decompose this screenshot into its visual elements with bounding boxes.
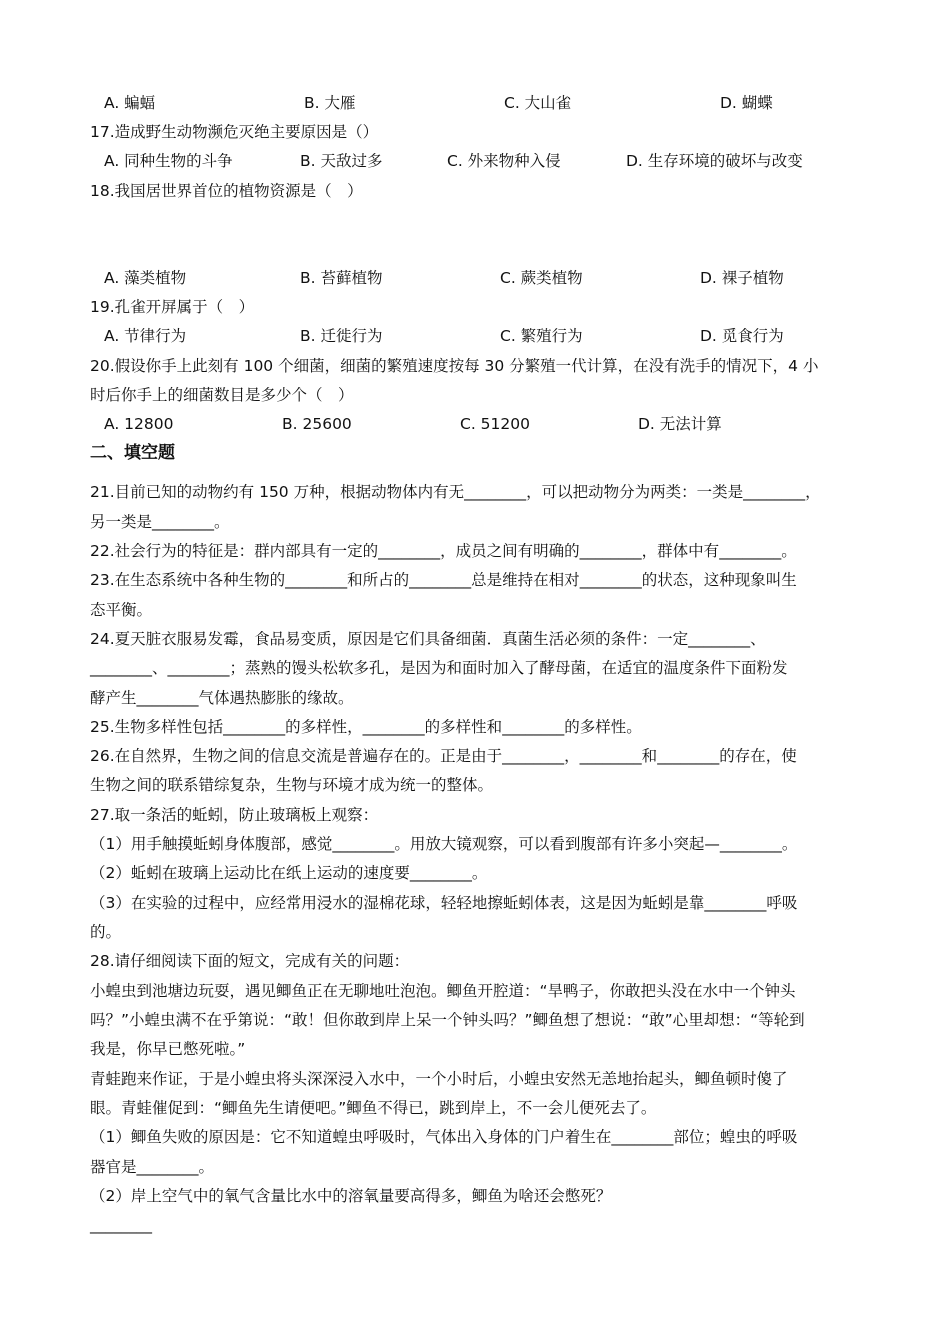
q21-line2 — [90, 511, 860, 533]
q23-blank-1: ________ — [285, 571, 348, 589]
q18-option-b: B. 苔藓植物 — [300, 269, 383, 287]
q27-blank-2: ________ — [719, 835, 782, 853]
q25-blank-2: ________ — [362, 718, 425, 736]
q22-line — [90, 540, 860, 562]
q24-line2 — [90, 657, 860, 679]
q16-option-b: B. 大雁 — [304, 94, 356, 112]
q25-text-d: 的多样性。 — [564, 718, 642, 736]
q27-text-g: 呼吸 — [766, 894, 798, 912]
q27-sub3 — [90, 892, 860, 914]
q20-option-c: C. 51200 — [460, 415, 530, 433]
q24-blank-3: ________ — [167, 659, 230, 677]
q26-text-c: 和 — [641, 747, 658, 765]
q17-option-b: B. 天敌过多 — [300, 152, 383, 170]
q24-blank-4: ________ — [136, 689, 199, 707]
q27-sub1 — [90, 833, 860, 855]
q24-text-d: ；蒸熟的馒头松软多孔，是因为和面时加入了酵母菌，在适宜的温度条件下面粉发 — [229, 659, 788, 677]
q23-blank-3: ________ — [579, 571, 642, 589]
q27-text-b: 。用放大镜观察，可以看到腹部有许多小突起— — [394, 835, 720, 853]
q28-text-d: 。 — [198, 1158, 215, 1176]
q24-text-a: 24.夏天脏衣服易发霉，食品易变质，原因是它们具备细菌．真菌生活必须的条件：一定 — [90, 630, 689, 648]
q22-blank-1: ________ — [378, 542, 441, 560]
q24-line1 — [90, 628, 860, 650]
q27-blank-1: ________ — [332, 835, 395, 853]
q27-stem: 27.取一条活的蚯蚓，防止玻璃板上观察： — [90, 806, 379, 824]
q26-line2: 生物之间的联系错综复杂，生物与环境才成为统一的整体。 — [90, 776, 494, 794]
q28-answer-blank: ________ — [90, 1216, 152, 1234]
q22-blank-3: ________ — [719, 542, 782, 560]
q28-sub1 — [90, 1126, 860, 1148]
q28-blank-1: ________ — [611, 1128, 674, 1146]
q19-stem: 19.孔雀开屏属于（ ） — [90, 298, 255, 316]
q28-sub1-cont — [90, 1156, 860, 1178]
q20-option-b: B. 25600 — [282, 415, 352, 433]
q26-text-b: ， — [564, 747, 580, 765]
q17-option-c: C. 外来物种入侵 — [447, 152, 561, 170]
q27-text-e: 。 — [471, 864, 488, 882]
q17-option-a: A. 同种生物的斗争 — [104, 152, 233, 170]
q25-text-b: 的多样性， — [285, 718, 363, 736]
q22-blank-2: ________ — [579, 542, 642, 560]
q28-passage-3: 我是，你早已憋死啦。” — [90, 1040, 246, 1058]
q24-text-c: 、 — [152, 659, 168, 677]
q27-text-f: （3）在实验的过程中，应经常用浸水的湿棉花球，轻轻地擦蚯蚓体表，这是因为蚯蚓是靠 — [90, 894, 705, 912]
q24-text-f: 气体遇热膨胀的缘故。 — [198, 689, 354, 707]
q24-blank-1: ________ — [688, 630, 751, 648]
q16-option-c: C. 大山雀 — [504, 94, 572, 112]
q28-passage-1: 小蝗虫到池塘边玩耍，遇见鲫鱼正在无聊地吐泡泡。鲫鱼开腔道：“旱鸭子，你敢把头没在水中一个钟头 — [90, 982, 796, 1000]
q20-stem-line1: 20.假设你手上此刻有 100 个细菌，细菌的繁殖速度按每 30 分繁殖一代计算，在没有洗手的情况下，4 小 — [90, 357, 819, 375]
q28-passage-4: 青蛙跑来作证，于是小蝗虫将头深深浸入水中，一个小时后，小蝗虫安然无恙地抬起头，鲫鱼顿时傻了 — [90, 1070, 788, 1088]
q26-text-a: 26.在自然界，生物之间的信息交流是普遍存在的。正是由于 — [90, 747, 503, 765]
q21-blank-3: ________ — [152, 513, 215, 531]
q25-text-c: 的多样性和 — [424, 718, 503, 736]
q27-blank-3: ________ — [409, 864, 472, 882]
q21-blank-2: ________ — [743, 483, 806, 501]
q28-text-b: 部位；蝗虫的呼吸 — [673, 1128, 798, 1146]
q21-line1 — [90, 481, 860, 503]
q26-blank-1: ________ — [502, 747, 565, 765]
q22-text-b: ，成员之间有明确的 — [440, 542, 580, 560]
q21-text-a: 21.目前已知的动物约有 150 万种，根据动物体内有无 — [90, 483, 465, 501]
q17-option-d: D. 生存环境的破坏与改变 — [626, 152, 803, 170]
q28-text-a: （1）鲫鱼失败的原因是：它不知道蝗虫呼吸时，气体出入身体的门户着生在 — [90, 1128, 612, 1146]
q28-passage-5: 眼。青蛙催促到：“鲫鱼先生请便吧。”鲫鱼不得已，跳到岸上，不一会儿便死去了。 — [90, 1099, 657, 1117]
q24-text-e: 酵产生 — [90, 689, 137, 707]
q19-option-a: A. 节律行为 — [104, 327, 187, 345]
q27-sub2 — [90, 862, 860, 884]
q25-blank-3: ________ — [502, 718, 565, 736]
q18-option-d: D. 裸子植物 — [700, 269, 784, 287]
q28-passage-2: 吗？”小蝗虫满不在乎第说：“敢！但你敢到岸上呆一个钟头吗？”鲫鱼想了想说：“敢”心里却想：“等轮到 — [90, 1011, 805, 1029]
q27-text-c: 。 — [781, 835, 798, 853]
q22-text-a: 22.社会行为的特征是：群内部具有一定的 — [90, 542, 379, 560]
q16-option-d: D. 蝴蝶 — [720, 94, 773, 112]
q28-stem: 28.请仔细阅读下面的短文，完成有关的问题： — [90, 952, 410, 970]
q23-text-a: 23.在生态系统中各种生物的 — [90, 571, 286, 589]
q19-option-c: C. 繁殖行为 — [500, 327, 583, 345]
q27-sub3-cont: 的。 — [90, 923, 122, 941]
q28-sub2: （2）岸上空气中的氧气含量比水中的溶氧量要高得多，鲫鱼为啥还会憋死？ — [90, 1187, 612, 1205]
q20-option-d: D. 无法计算 — [638, 415, 722, 433]
q23-line2: 态平衡。 — [90, 601, 153, 619]
q22-text-c: ，群体中有 — [641, 542, 720, 560]
q26-line1 — [90, 745, 860, 767]
q28-text-c: 器官是 — [90, 1158, 137, 1176]
q23-line1 — [90, 569, 860, 591]
q25-line — [90, 716, 860, 738]
q19-option-d: D. 觅食行为 — [700, 327, 784, 345]
q26-blank-2: ________ — [579, 747, 642, 765]
q25-text-a: 25.生物多样性包括 — [90, 718, 224, 736]
q20-option-a: A. 12800 — [104, 415, 174, 433]
q24-blank-2: ________ — [90, 659, 152, 677]
q18-stem: 18.我国居世界首位的植物资源是（ ） — [90, 182, 363, 200]
q26-text-d: 的存在，使 — [719, 747, 797, 765]
q23-text-d: 的状态，这种现象叫生 — [641, 571, 797, 589]
q21-text-d: 另一类是 — [90, 513, 153, 531]
q17-stem: 17.造成野生动物濒危灭绝主要原因是（） — [90, 123, 379, 141]
q21-text-e: 。 — [214, 513, 230, 531]
q18-option-c: C. 蕨类植物 — [500, 269, 583, 287]
q22-text-d: 。 — [781, 542, 797, 560]
q27-text-d: （2）蚯蚓在玻璃上运动比在纸上运动的速度要 — [90, 864, 410, 882]
q23-blank-2: ________ — [409, 571, 472, 589]
q20-stem-line2: 时后你手上的细菌数目是多少个（ ） — [90, 386, 354, 404]
q19-option-b: B. 迁徙行为 — [300, 327, 383, 345]
q21-text-b: ，可以把动物分为两类：一类是 — [526, 483, 744, 501]
q21-blank-1: ________ — [464, 483, 527, 501]
q18-option-a: A. 藻类植物 — [104, 269, 187, 287]
q28-blank-2: ________ — [136, 1158, 199, 1176]
q23-text-c: 总是维持在相对 — [471, 571, 580, 589]
q24-line3 — [90, 687, 860, 709]
q21-text-c: ， — [805, 483, 821, 501]
q25-blank-1: ________ — [223, 718, 286, 736]
q24-text-b: 、 — [750, 630, 766, 648]
q27-text-a: （1）用手触摸蚯蚓身体腹部，感觉 — [90, 835, 333, 853]
q23-text-b: 和所占的 — [347, 571, 410, 589]
section-heading: 二、填空题 — [90, 443, 175, 463]
q27-blank-4: ________ — [704, 894, 767, 912]
q26-blank-3: ________ — [657, 747, 720, 765]
q16-option-a: A. 蝙蝠 — [104, 94, 156, 112]
